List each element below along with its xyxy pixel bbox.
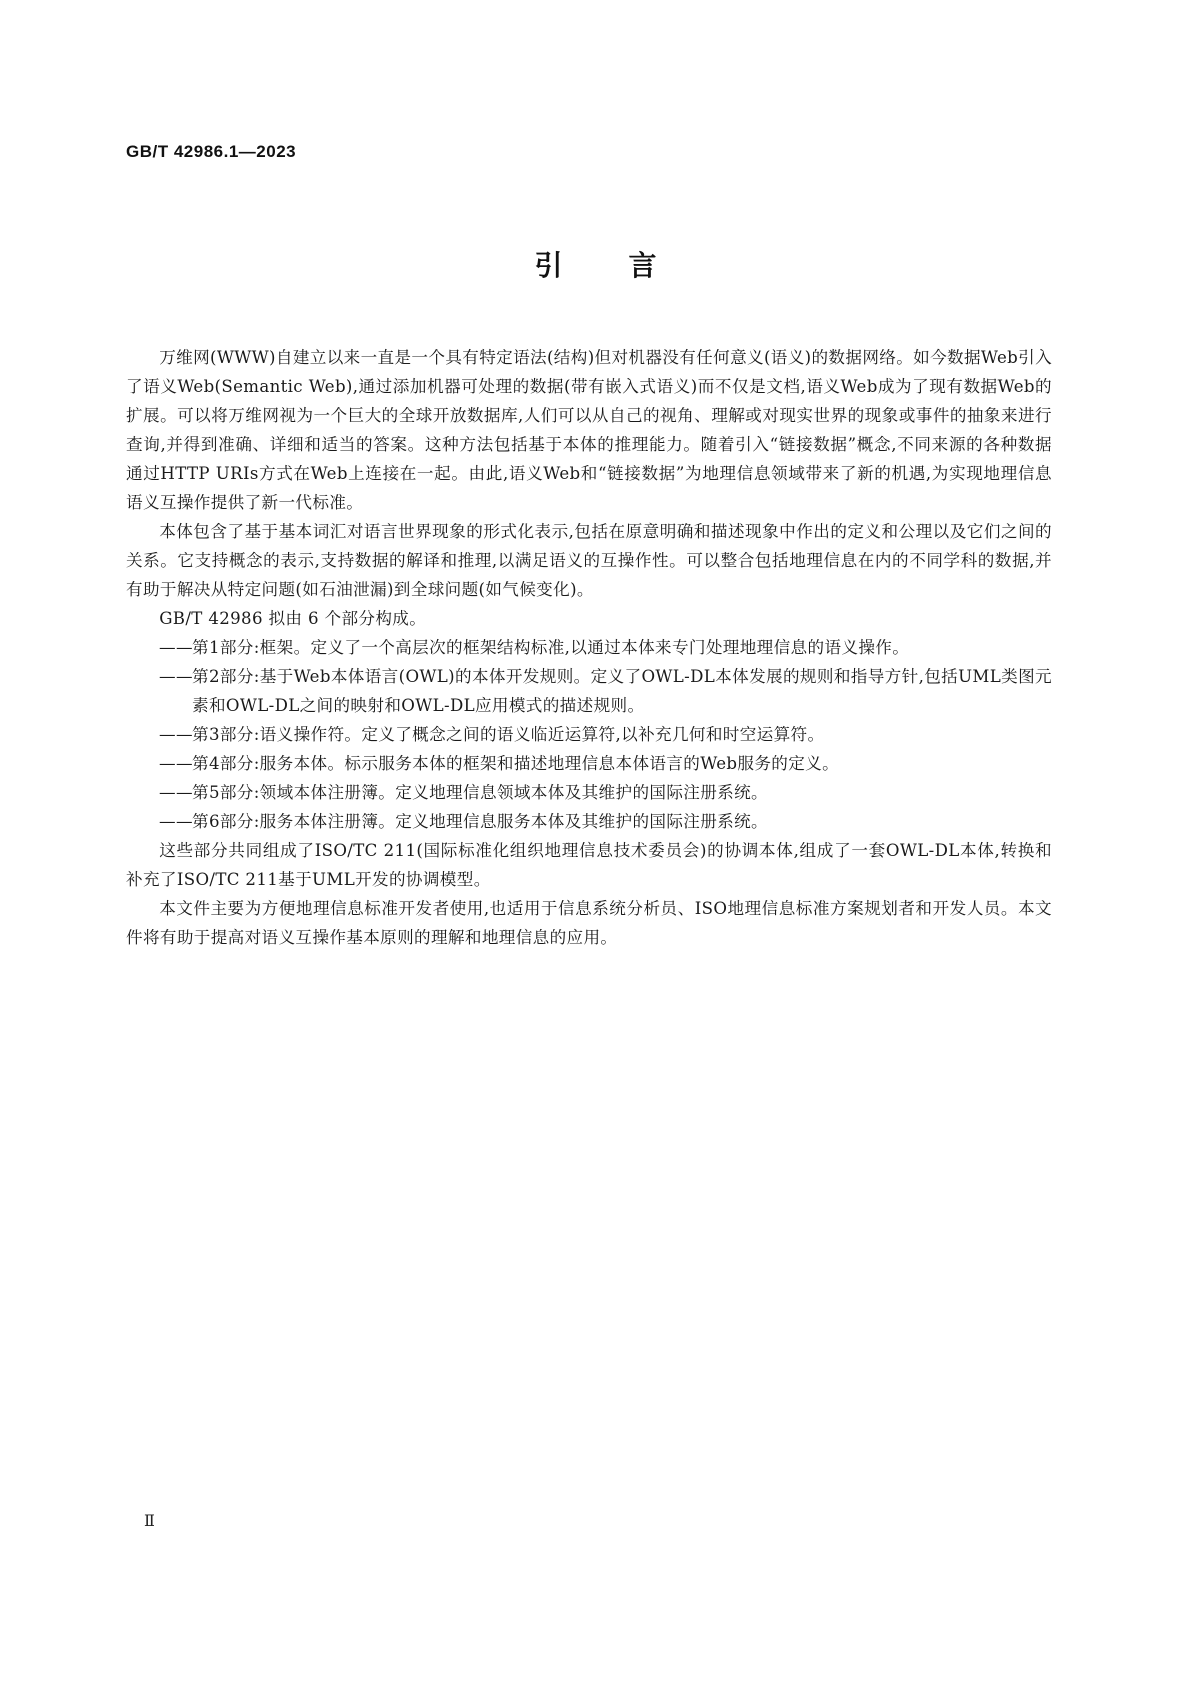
list-item-text: 第6部分:服务本体注册簿。定义地理信息服务本体及其维护的国际注册系统。 — [192, 812, 768, 831]
list-item-part-3 — [126, 720, 1052, 749]
list-item-part-1 — [126, 633, 1052, 662]
list-item-part-4 — [126, 749, 1052, 778]
dash-marker: —— — [159, 725, 193, 744]
paragraph-audience: 本文件主要为方便地理信息标准开发者使用,也适用于信息系统分析员、ISO地理信息标准方案规划者和开发人员。本文件将有助于提高对语义互操作基本原则的理解和地理信息的应用。 — [126, 899, 1052, 947]
list-item-text: 第1部分:框架。定义了一个高层次的框架结构标准,以通过本体来专门处理地理信息的语义操作。 — [192, 638, 910, 657]
standard-code: GB/T 42986.1—2023 — [126, 142, 297, 161]
page-number: Ⅱ — [144, 1511, 155, 1530]
dash-marker: —— — [159, 638, 193, 657]
list-item-part-6 — [126, 807, 1052, 836]
dash-marker: —— — [159, 667, 193, 686]
paragraph-ontology: 本体包含了基于基本词汇对语言世界现象的形式化表示,包括在原意明确和描述现象中作出的定义和公理以及它们之间的关系。它支持概念的表示,支持数据的解译和推理,以满足语义的互操作性。可以整合包括地理信息在内的不同学科的数据,并有助于解决从特定问题(如石油泄漏)到全球问题(如气候变化)。 — [126, 522, 1052, 599]
list-item-text: 第2部分:基于Web本体语言(OWL)的本体开发规则。定义了OWL-DL本体发展的规则和指导方针,包括UML类图元素和OWL-DL之间的映射和OWL-DL应用模式的描述规则。 — [192, 667, 1052, 715]
body-content — [126, 343, 1052, 952]
dash-marker: —— — [159, 754, 193, 773]
dash-marker: —— — [159, 812, 193, 831]
page-title: 引言 — [534, 249, 723, 282]
dash-marker: —— — [159, 783, 193, 802]
paragraph-parts-intro: GB/T 42986 拟由 6 个部分构成。 — [159, 609, 427, 628]
list-item-text: 第4部分:服务本体。标示服务本体的框架和描述地理信息本体语言的Web服务的定义。 — [192, 754, 840, 773]
paragraph-harmonized: 这些部分共同组成了ISO/TC 211(国际标准化组织地理信息技术委员会)的协调本体,组成了一套OWL-DL本体,转换和补充了ISO/TC 211基于UML开发的协调模型。 — [126, 841, 1052, 889]
list-item-text: 第3部分:语义操作符。定义了概念之间的语义临近运算符,以补充几何和时空运算符。 — [192, 725, 825, 744]
paragraph-intro: 万维网(WWW)自建立以来一直是一个具有特定语法(结构)但对机器没有任何意义(语义)的数据网络。如今数据Web引入了语义Web(Semantic Web),通过添加机器可处理的数据(带有嵌入式语义)而不仅是文档,语义Web成为了现有数据Web的扩展。可以将万维网视为一个巨大的全球开放数据库,人们可以从自己的视角、理解或对现实世界的现象或事件的抽象来进行查询,并得到准确、详细和适当的答案。这种方法包括基于本体的推理能力。随着引入“链接数据”概念,不同来源的各种数据通过HTTP URIs方式在Web上连接在一起。由此,语义Web和“链接数据”为地理信息领域带来了新的机遇,为实现地理信息语义互操作提供了新一代标准。 — [126, 348, 1053, 512]
list-item-part-5 — [126, 778, 1052, 807]
list-item-part-2 — [126, 662, 1052, 720]
list-item-text: 第5部分:领域本体注册簿。定义地理信息领域本体及其维护的国际注册系统。 — [192, 783, 768, 802]
